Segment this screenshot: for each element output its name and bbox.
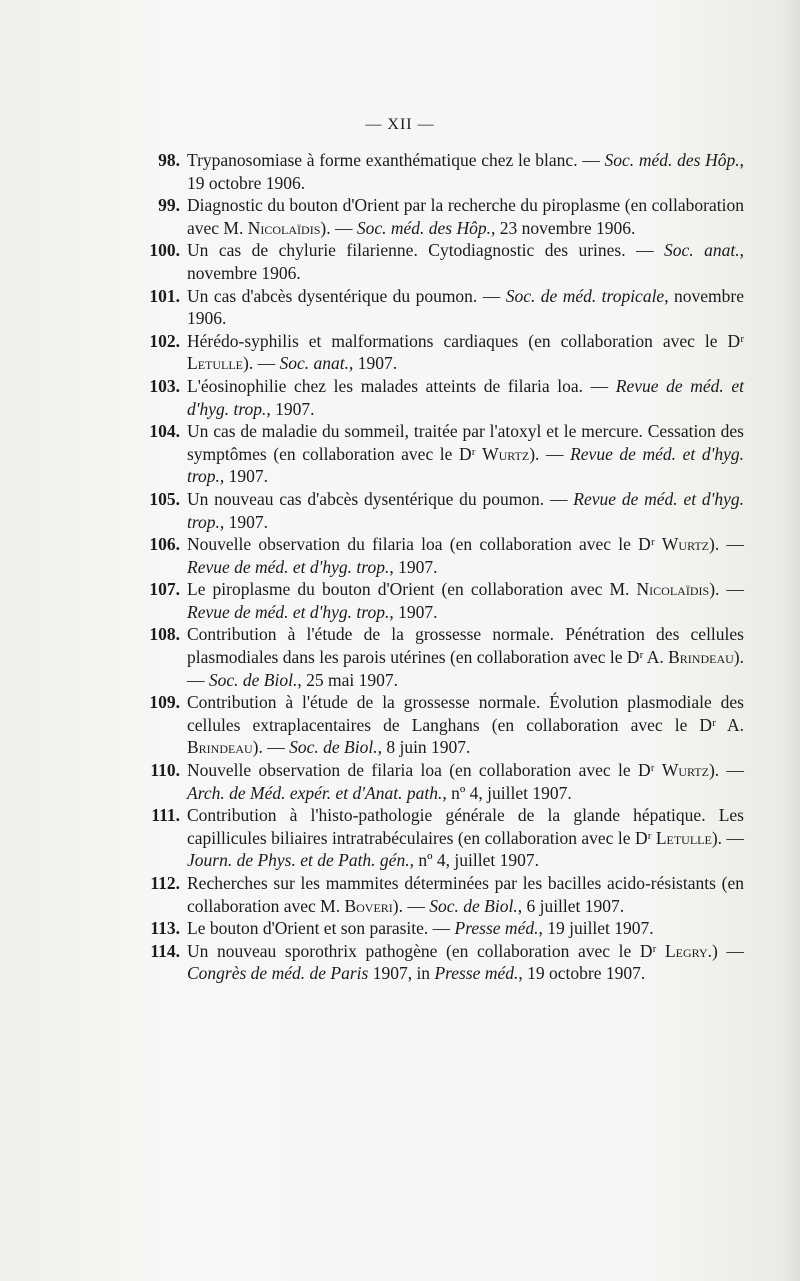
entry-text-part: , 19 juillet 1907. bbox=[538, 918, 654, 939]
publication-entry bbox=[0, 578, 800, 623]
journal-title: Revue de méd. et d'hyg. trop. bbox=[187, 375, 745, 419]
entry-text bbox=[187, 488, 744, 533]
entry-text-part: ). — bbox=[709, 579, 744, 600]
publication-entry bbox=[0, 330, 800, 375]
publication-entry bbox=[0, 194, 800, 239]
entry-text bbox=[187, 623, 744, 691]
publication-entry bbox=[0, 940, 800, 985]
author-name: Boveri bbox=[344, 895, 393, 916]
publication-entry bbox=[0, 285, 800, 330]
entry-number: 106. bbox=[149, 534, 180, 555]
entry-text-part: , 25 mai 1907. bbox=[297, 669, 398, 690]
entry-text-part: ). — bbox=[529, 443, 571, 464]
journal-title: Soc. de Biol. bbox=[208, 669, 298, 690]
publication-entry bbox=[0, 804, 800, 872]
journal-title: Soc. de méd. tropicale bbox=[505, 285, 665, 306]
author-name: Wurtz bbox=[661, 534, 710, 555]
author-name: Letulle bbox=[187, 353, 244, 374]
journal-title: Soc. méd. des Hôp. bbox=[604, 150, 740, 170]
entry-number: 102. bbox=[149, 330, 180, 351]
entry-text-part: ). — bbox=[711, 827, 744, 848]
journal-title: Soc. de Biol. bbox=[289, 737, 378, 758]
entry-text bbox=[187, 940, 744, 985]
publication-entry bbox=[0, 239, 800, 284]
entry-text bbox=[187, 804, 744, 872]
entry-number: 114. bbox=[150, 940, 180, 961]
entry-text-part: , 6 juillet 1907. bbox=[517, 895, 625, 916]
entry-text-part: Un cas d'abcès dysentérique du poumon. — bbox=[187, 285, 506, 306]
entry-text-part: Un nouveau cas d'abcès dysentérique du poumon. — bbox=[187, 488, 574, 509]
entry-text-part: Un cas de chylurie filarienne. Cytodiagnostic des urines. — bbox=[187, 240, 665, 261]
publication-entry bbox=[0, 759, 800, 804]
entry-text bbox=[187, 194, 744, 239]
entry-text-part: Le bouton d'Orient et son parasite. — bbox=[187, 918, 455, 939]
entry-text bbox=[187, 759, 744, 804]
publication-entry bbox=[0, 149, 800, 194]
entry-text-part: 1907, in bbox=[368, 963, 435, 984]
entry-text bbox=[187, 917, 744, 940]
entry-text-part: , novembre 1906. bbox=[187, 285, 745, 329]
author-name: Brindeau bbox=[668, 647, 734, 668]
author-name: Nicolaïdis bbox=[636, 579, 710, 600]
page-number: — XII — bbox=[365, 116, 435, 133]
entry-text-part: Un cas de maladie du sommeil, traitée par l'atoxyl et le mercure. Cessation des symptômes (en collaboration avec le Dʳ bbox=[187, 421, 744, 464]
entry-text-part: , 1907. bbox=[219, 466, 269, 487]
entry-text-part: , 1907. bbox=[348, 353, 398, 374]
entry-text-part: , novembre 1906. bbox=[187, 240, 744, 283]
publication-entry bbox=[0, 488, 800, 533]
journal-title: Presse méd. bbox=[454, 918, 539, 939]
journal-title: Revue de méd. et d'hyg. trop. bbox=[187, 443, 745, 487]
journal-title: Revue de méd. et d'hyg. trop. bbox=[187, 488, 745, 532]
entry-text-part: , 19 octobre 1907. bbox=[518, 963, 646, 984]
entry-text-part: , 8 juin 1907. bbox=[377, 737, 471, 758]
entry-number: 101. bbox=[149, 285, 180, 306]
author-name: Brindeau bbox=[187, 737, 253, 758]
entry-text-part: , 1907. bbox=[389, 601, 438, 622]
entry-text-part: Un nouveau sporothrix pathogène (en collaboration avec le Dʳ bbox=[187, 940, 665, 961]
publication-entry bbox=[0, 375, 800, 420]
entry-text-part: , 1907. bbox=[266, 398, 315, 419]
publication-entry bbox=[0, 872, 800, 917]
entry-text bbox=[187, 239, 744, 284]
entry-text bbox=[187, 149, 744, 194]
journal-title: Soc. de Biol. bbox=[429, 895, 518, 916]
entry-text-part: , nº 4, juillet 1907. bbox=[409, 850, 539, 871]
entry-text-part: ). — bbox=[320, 217, 357, 238]
entry-text bbox=[187, 375, 744, 420]
entry-number: 105. bbox=[149, 488, 180, 509]
publication-entry bbox=[0, 533, 800, 578]
entry-number: 110. bbox=[150, 760, 180, 781]
entry-text bbox=[187, 691, 744, 759]
entry-text-part: Hérédo-syphilis et malformations cardiaques (en collaboration avec le Dʳ bbox=[187, 330, 744, 351]
entry-text-part: Contribution à l'histo-pathologie générale de la glande hépatique. Les capillicules biliaires intratrabéculaires (en collaboration avec le Dʳ bbox=[187, 805, 744, 848]
entry-text-part: Trypanosomiase à forme exanthématique chez le blanc. — bbox=[187, 150, 605, 170]
entry-number: 104. bbox=[149, 421, 180, 442]
publication-entry bbox=[0, 691, 800, 759]
entry-text-part: .) — bbox=[707, 940, 745, 961]
author-name: Letulle bbox=[655, 827, 712, 848]
entry-number: 107. bbox=[149, 579, 180, 600]
entry-text bbox=[187, 330, 744, 375]
entry-text-part: L'éosinophilie chez les malades atteints de filaria loa. — bbox=[187, 375, 616, 396]
entry-number: 103. bbox=[149, 375, 180, 396]
journal-title: Soc. méd. des Hôp. bbox=[356, 217, 491, 238]
entry-text-part: ). — bbox=[708, 760, 745, 781]
entry-text-part: Diagnostic du bouton d'Orient par la recherche du piroplasme (en collaboration avec M. bbox=[187, 195, 744, 238]
entry-text bbox=[187, 285, 744, 330]
entry-text-part: Nouvelle observation de filaria loa (en collaboration avec le Dʳ bbox=[187, 760, 662, 781]
entry-number: 100. bbox=[149, 240, 180, 261]
entry-number: 111. bbox=[151, 805, 180, 826]
journal-title: Revue de méd. et d'hyg. trop. bbox=[187, 556, 390, 577]
entry-text-part: Contribution à l'étude de la grossesse normale. Évolution plasmodiale des cellules extraplacentaires de Langhans (en collaboration avec le Dʳ A. bbox=[187, 692, 744, 735]
entry-text-part: , 23 novembre 1906. bbox=[490, 217, 636, 238]
entry-text-part: , 1907. bbox=[219, 511, 269, 532]
entry-text-part: Contribution à l'étude de la grossesse normale. Pénétration des cellules plasmodiales dans les parois utérines (en collaboration avec le Dʳ A. bbox=[187, 624, 744, 668]
entry-number: 113. bbox=[150, 918, 180, 939]
author-name: Wurtz bbox=[482, 443, 530, 464]
entry-number: 98. bbox=[158, 150, 180, 170]
publication-entry bbox=[0, 917, 800, 940]
entry-number: 112. bbox=[150, 873, 180, 893]
journal-title: Presse méd. bbox=[434, 963, 519, 984]
entry-text-part: ). — bbox=[187, 647, 744, 690]
entry-text bbox=[187, 533, 744, 578]
journal-title: Journ. de Phys. et de Path. gén. bbox=[187, 850, 410, 871]
publication-list bbox=[0, 149, 800, 985]
entry-text bbox=[187, 420, 744, 488]
journal-title: Revue de méd. et d'hyg. trop. bbox=[187, 601, 390, 622]
entry-text-part: ). — bbox=[392, 895, 430, 916]
author-name: Wurtz bbox=[661, 760, 709, 781]
entry-text bbox=[187, 578, 744, 623]
journal-title: Congrès de méd. de Paris bbox=[187, 963, 369, 984]
entry-text-part: Nouvelle observation du filaria loa (en collaboration avec le Dʳ bbox=[187, 534, 662, 555]
entry-text-part: Recherches sur les mammites déterminées par les bacilles acido-résistants (en collaboration avec M. bbox=[187, 873, 744, 916]
entry-text-part: , 1907. bbox=[389, 556, 438, 577]
journal-title: Soc. anat. bbox=[279, 353, 349, 374]
entry-text-part: ). — bbox=[243, 353, 280, 374]
entry-text bbox=[187, 872, 744, 917]
publication-entry bbox=[0, 623, 800, 691]
entry-text-part: , 19 octobre 1906. bbox=[187, 150, 745, 193]
author-name: Legry bbox=[664, 940, 708, 961]
entry-text-part: , nº 4, juillet 1907. bbox=[442, 782, 572, 803]
entry-number: 109. bbox=[149, 692, 180, 713]
entry-text-part: ). — bbox=[252, 737, 290, 758]
journal-title: Soc. anat. bbox=[664, 240, 740, 261]
entry-text-part: Le piroplasme du bouton d'Orient (en collaboration avec M. bbox=[187, 579, 637, 600]
entry-number: 99. bbox=[158, 195, 180, 216]
entry-text-part: ). — bbox=[709, 534, 744, 555]
entry-number: 108. bbox=[149, 624, 180, 645]
publication-entry bbox=[0, 420, 800, 488]
author-name: Nicolaïdis bbox=[247, 217, 321, 238]
journal-title: Arch. de Méd. expér. et d'Anat. path. bbox=[187, 782, 443, 803]
